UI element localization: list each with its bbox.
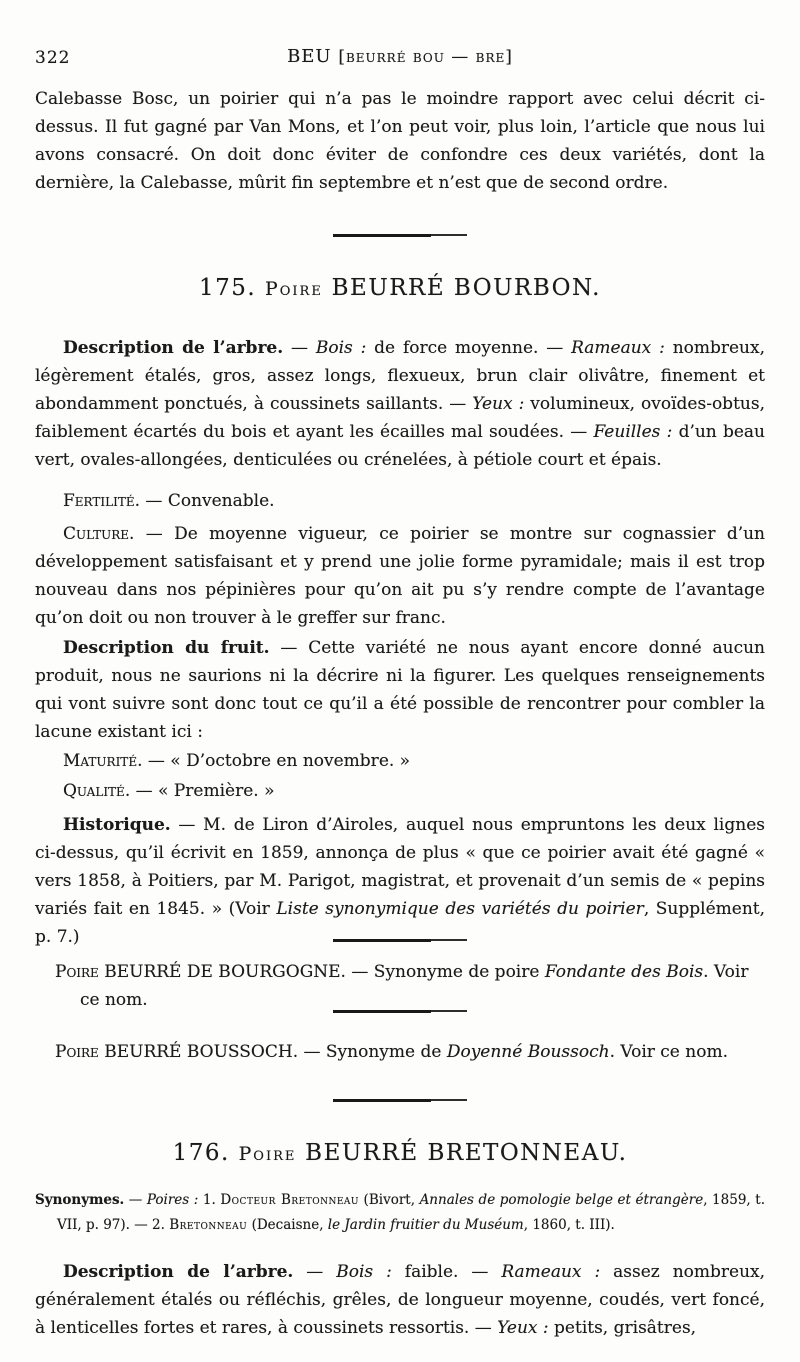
divider-bar (333, 234, 431, 237)
article-175-title: 175. Poire BEURRÉ BOURBON. (199, 275, 601, 301)
intro-paragraph: Calebasse Bosc, un poirier qui n’a pas le moindre rapport avec celui décrit ci-dessus. Il fut gagné par Van Mons, et l’on peut voir, plus loin, l’article que nous lui avons consacré. On doit donc éviter de confondre ces deux variétés, dont la dernière, la Calebasse, mûrit fin septembre et n’est que de second ordre. (35, 89, 765, 193)
divider-bar (333, 1010, 431, 1013)
section-divider (35, 938, 765, 942)
divider-tail (431, 939, 467, 941)
running-header: BEU [beurré bou — bre] (287, 46, 513, 67)
paragraph-description-arbre-176: Description de l’arbre. — Bois : faible. — Rameaux : assez nombreux, généralement étalés ou réfléchis, grêles, de longueur moyenne, coudés, vert foncé, à lenticelles fortes et rares, à coussinets ressortis. — Yeux : petits, grisâtres, (35, 1262, 766, 1338)
paragraph-synonymes: Synonymes. — Poires : 1. Docteur Bretonneau (Bivort, Annales de pomologie belge et étrangère, 1859, t. VII, p. 97). — 2. Bretonneau (Decaisne, le Jardin fruitier du Muséum, 1860, t. III). (35, 1192, 765, 1233)
section-divider (35, 1098, 765, 1102)
divider-tail (431, 234, 467, 236)
crossref-bourgogne: Poire BEURRÉ DE BOURGOGNE. — Synonyme de poire Fondante des Bois. Voir ce nom. (55, 962, 749, 1010)
paragraph-fertilite: Fertilité. — Convenable. (63, 491, 275, 511)
section-divider (35, 233, 765, 237)
crossref-boussoch: Poire BEURRÉ BOUSSOCH. — Synonyme de Doyenné Boussoch. Voir ce nom. (55, 1042, 728, 1062)
paragraph-description-arbre-175: Description de l’arbre. — Bois : de force moyenne. — Rameaux : nombreux, légèrement étalés, gros, assez longs, flexueux, brun clair olivâtre, finement et abondamment ponctués, à coussinets saillants. — Yeux : volumineux, ovoïdes-obtus, faiblement écartés du bois et ayant les écailles mal soudées. — Feuilles : d’un beau vert, ovales-allongées, denticulées ou crénelées, à pétiole court et épais. (35, 338, 766, 470)
divider-bar (333, 1099, 431, 1102)
article-176-title: 176. Poire BEURRÉ BRETONNEAU. (172, 1140, 628, 1166)
divider-tail (431, 1010, 467, 1012)
page-number: 322 (35, 48, 71, 68)
section-divider (35, 1009, 765, 1013)
paragraph-description-fruit: Description du fruit. — Cette variété ne nous ayant encore donné aucun produit, nous ne saurions ni la décrire ni la figurer. Les quelques renseignements qui vont suivre sont donc tout ce qu’il a été possible de rencontrer pour combler la lacune existant ici : (35, 638, 766, 742)
paragraph-maturite: Maturité. — « D’octobre en novembre. » (63, 751, 411, 771)
paragraph-historique: Historique. — M. de Liron d’Airoles, auquel nous empruntons les deux lignes ci-dessus, qu’il écrivit en 1859, annonça de plus « que ce poirier avait été gagné « vers 1858, à Poitiers, par M. Parigot, magistrat, et provenait d’un semis de « pepins variés fait en 1845. » (Voir Liste synonymique des variétés du poirier, Supplément, p. 7.) (35, 815, 765, 947)
paragraph-qualite: Qualité. — « Première. » (63, 781, 275, 801)
divider-tail (431, 1099, 467, 1101)
divider-bar (333, 939, 431, 942)
paragraph-culture: Culture. — De moyenne vigueur, ce poirier se montre sur cognassier d’un développement satisfaisant et y prend une jolie forme pyramidale; mais il est trop nouveau dans nos pépinières pour qu’on ait pu s’y rendre compte de l’avantage qu’on doit ou non trouver à le greffer sur franc. (35, 524, 765, 628)
